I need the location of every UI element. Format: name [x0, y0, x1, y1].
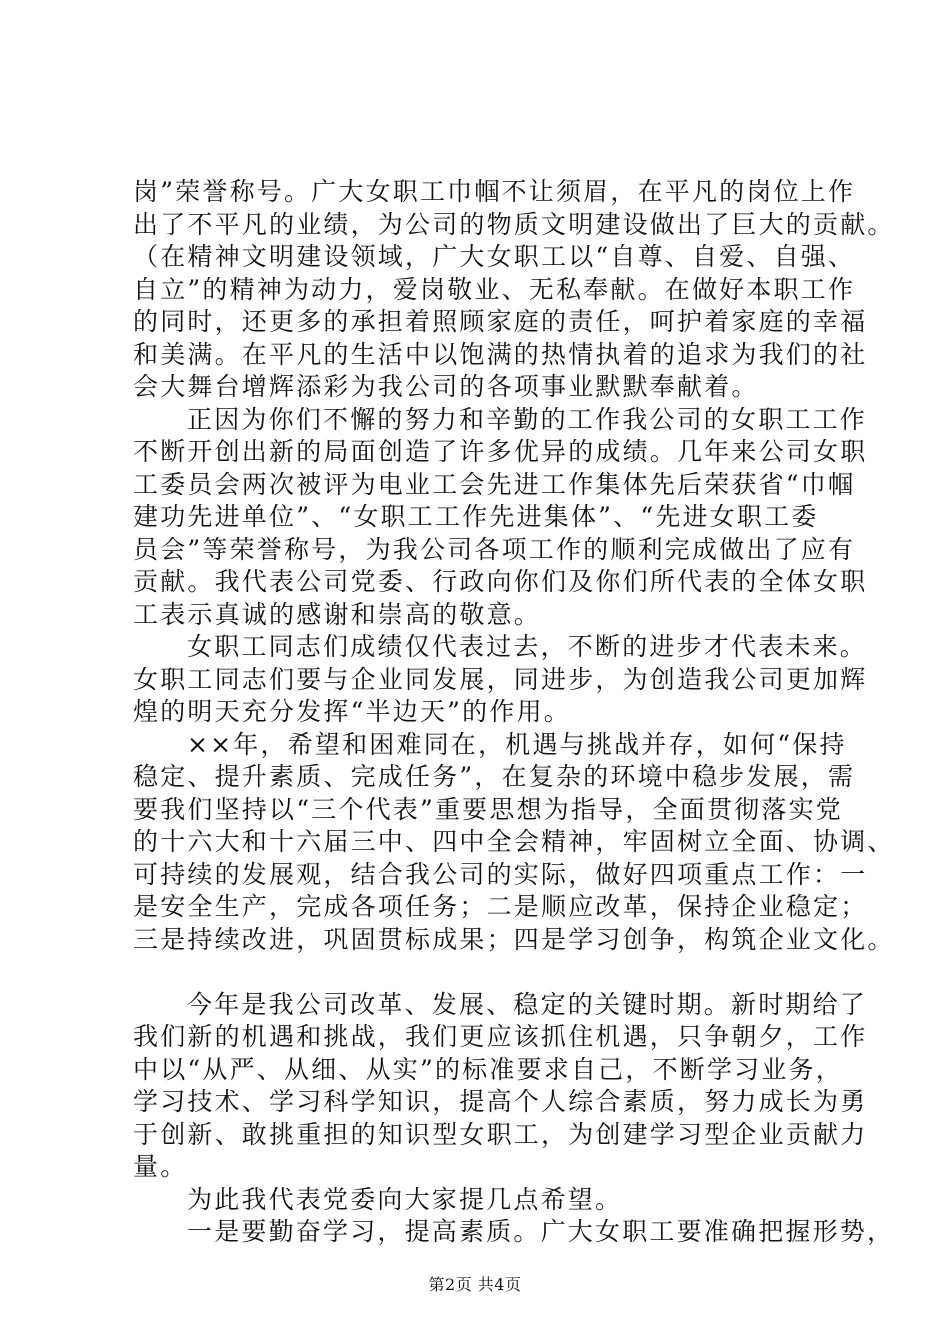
text-line: 我们新的机遇和挑战，我们更应该抓住机遇，只争朝夕，工作 [133, 1022, 868, 1051]
paragraph-start-line: ××年，希望和困难同在，机遇与挑战并存，如何“保持 [187, 729, 847, 759]
text-line: 和美满。在平凡的生活中以饱满的热情执着的追求为我们的社 [133, 339, 868, 369]
paragraph-start-line: 为此我代表党委向大家提几点希望。 [187, 1184, 623, 1214]
text-line: 女职工同志们要与企业同发展，同进步，为创造我公司更加辉 [133, 664, 868, 694]
paragraph-start-line: 今年是我公司改革、发展、稳定的关键时期。新时期给了 [187, 989, 868, 1019]
blank-line [133, 956, 853, 989]
paragraph-start-line: 一是要勤奋学习，提高素质。广大女职工要准确把握形势， [187, 1217, 895, 1246]
paragraph-start-line: 女职工同志们成绩仅代表过去，不断的进步才代表未来。 [187, 632, 868, 661]
text-line: 贡献。我代表公司党委、行政向你们及你们所代表的全体女职 [133, 567, 868, 596]
text-line: 员会”等荣誉称号，为我公司各项工作的顺利完成做出了应有 [133, 534, 856, 564]
text-line: 工委员会两次被评为电业工会先进工作集体先后荣获省“巾帼 [133, 469, 856, 499]
text-line: 量。 [133, 1152, 188, 1181]
text-line: 不断开创出新的局面创造了许多优异的成绩。几年来公司女职 [133, 437, 868, 466]
text-line: 的同时，还更多的承担着照顾家庭的责任，呵护着家庭的幸福 [133, 307, 868, 336]
text-line: 建功先进单位”、“女职工工作先进集体”、“先进女职工委 [133, 502, 819, 531]
text-line: 学习技术、学习科学知识，提高个人综合素质，努力成长为勇 [133, 1087, 868, 1116]
text-line: 三是持续改进，巩固贯标成果；四是学习创争，构筑企业文化。 [133, 924, 895, 954]
text-line: （在精神文明建设领域，广大女职工以“自尊、自爱、自强、 [133, 242, 856, 271]
text-line: 岗”荣誉称号。广大女职工巾帼不让须眉，在平凡的岗位上作 [133, 177, 856, 206]
document-body [133, 176, 895, 1249]
text-line: 的十六大和十六届三中、四中全会精神，牢固树立全面、协调、 [133, 827, 895, 856]
text-line: 可持续的发展观，结合我公司的实际，做好四项重点工作：一 [133, 859, 868, 889]
text-line: 出了不平凡的业绩，为公司的物质文明建设做出了巨大的贡献。 [133, 209, 895, 239]
text-line: 自立”的精神为动力，爱岗敬业、无私奉献。在做好本职工作 [133, 274, 856, 304]
text-line: 工表示真诚的感谢和崇高的敬意。 [133, 599, 542, 629]
text-line: 要我们坚持以“三个代表”重要思想为指导，全面贯彻落实党 [133, 794, 843, 824]
text-line: 稳定、提升素质、完成任务”，在复杂的环境中稳步发展，需 [133, 762, 856, 791]
text-line: 煌的明天充分发挥“半边天”的作用。 [133, 697, 571, 726]
text-line: 会大舞台增辉添彩为我公司的各项事业默默奉献着。 [133, 372, 759, 401]
text-line: 于创新、敢挑重担的知识型女职工，为创建学习型企业贡献力 [133, 1119, 868, 1149]
text-line: 是安全生产，完成各项任务；二是顺应改革，保持企业稳定； [133, 892, 868, 921]
page-number-footer: 第2页 共4页 [428, 1275, 522, 1294]
text-line: 中以“从严、从细、从实”的标准要求自己，不断学习业务， [133, 1054, 843, 1084]
paragraph-start-line: 正因为你们不懈的努力和辛勤的工作我公司的女职工工作 [187, 404, 868, 434]
